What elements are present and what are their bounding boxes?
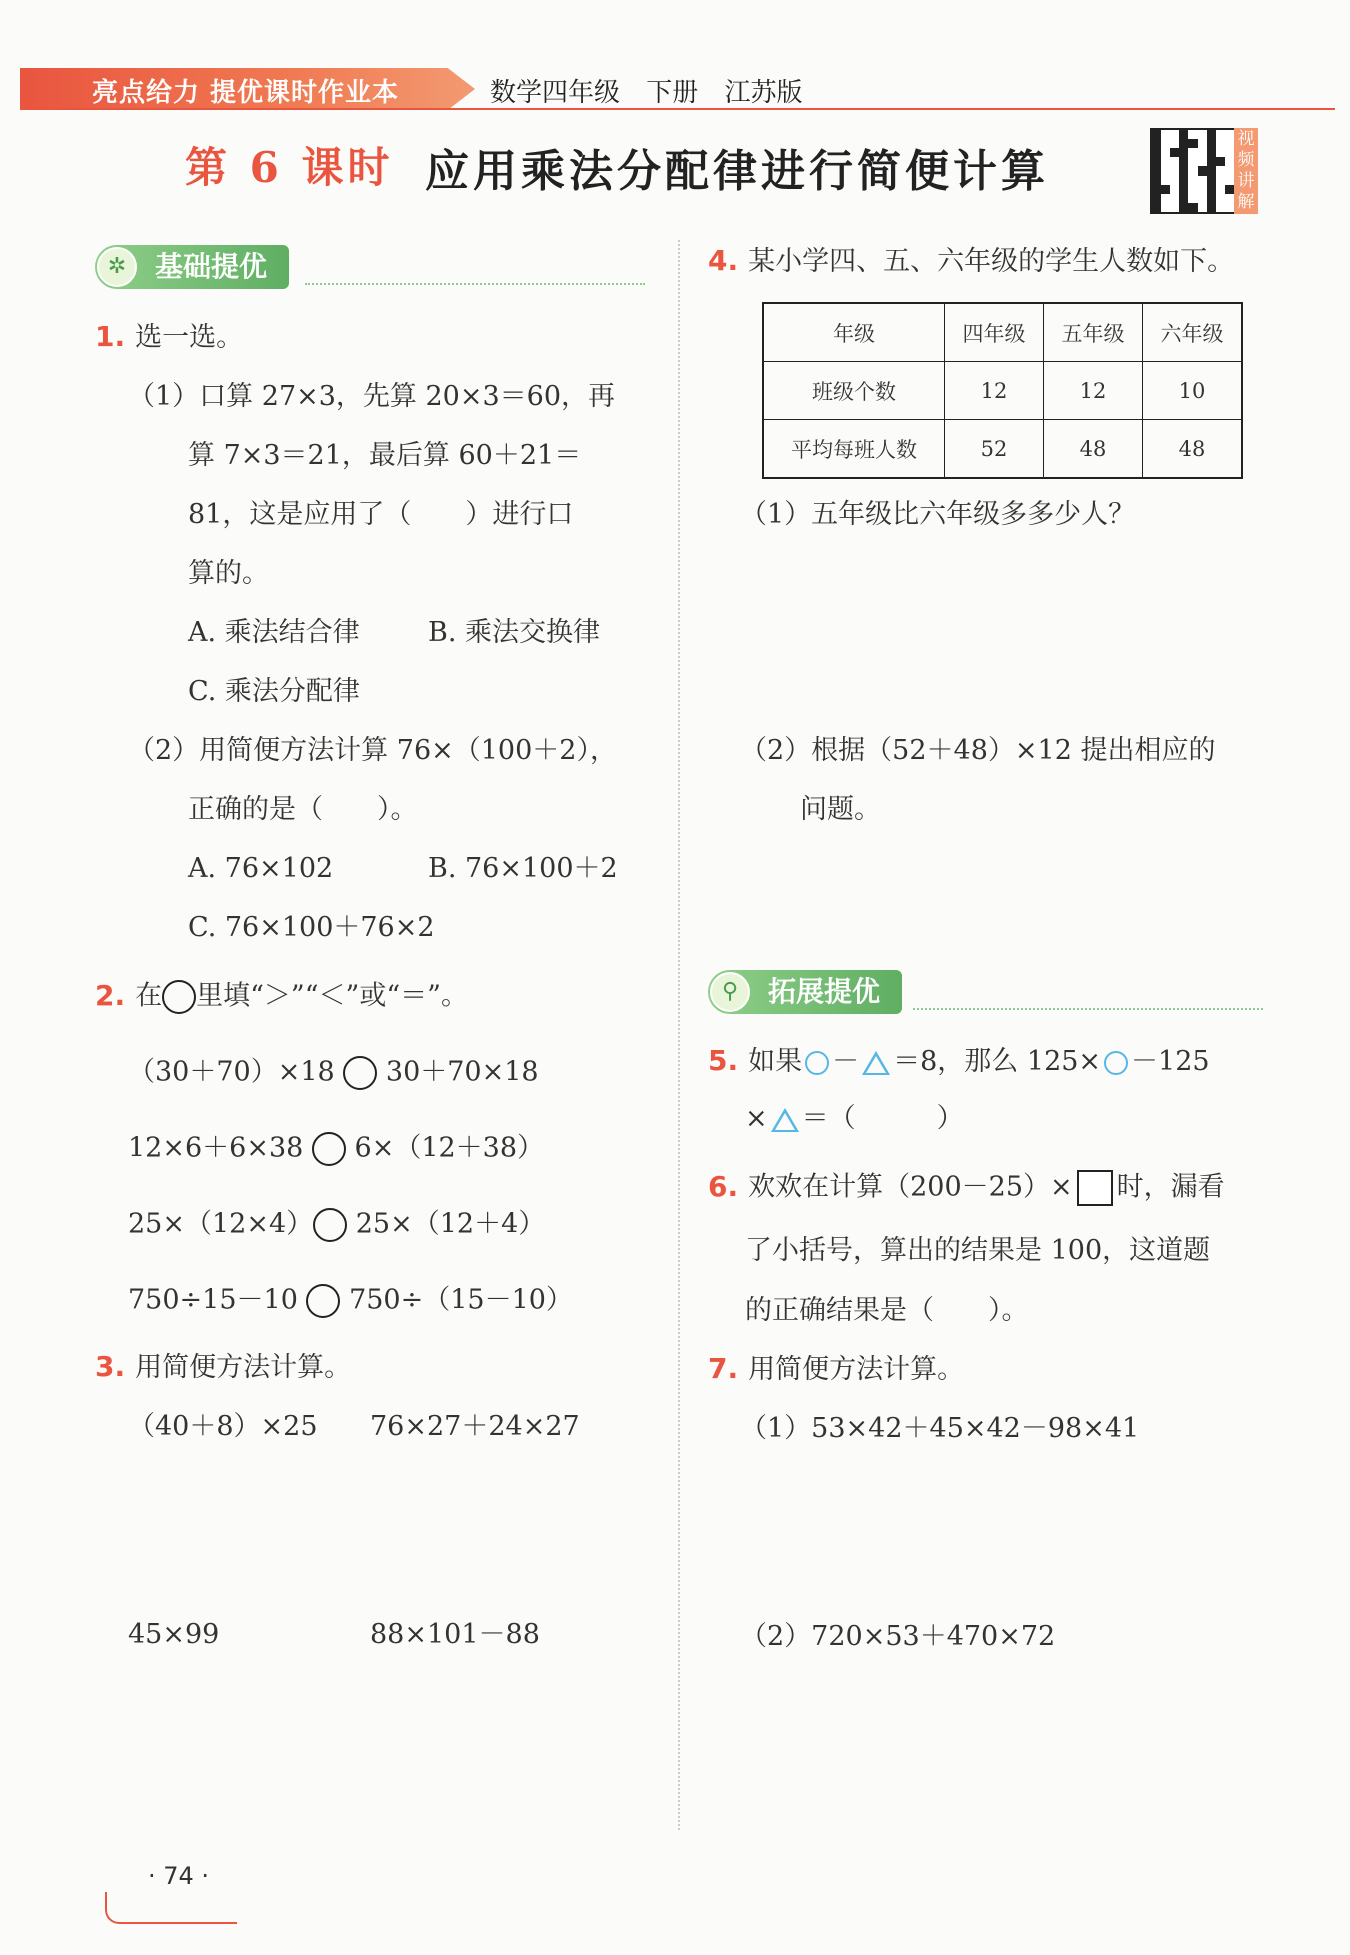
page-number: · 74 · (148, 1862, 210, 1890)
book-info: 数学四年级 下册 江苏版 (490, 78, 803, 108)
q2-row4-right: 750÷（15－10） (349, 1284, 573, 1316)
q5-line1 (708, 1046, 1210, 1077)
table-row (763, 362, 1242, 420)
q3-expr4: 88×101－88 (370, 1619, 540, 1650)
lesson-number: 第 6 课时 (185, 143, 394, 192)
q4-part1: （1）五年级比六年级多多少人？ (740, 499, 1136, 530)
q1-p1-option-b[interactable]: B. 乘法交换律 (428, 617, 601, 648)
section-extended-dots (913, 1008, 1263, 1010)
q2-post: 里填“＞”“＜”或“＝”。 (196, 980, 468, 1012)
q1-p2-option-a[interactable]: A. 76×102 (188, 853, 334, 884)
q5-text-c: ＝8，那么 125× (893, 1046, 1102, 1077)
q2-row1-left: （30＋70）×18 (128, 1056, 335, 1088)
q2-row3 (128, 1208, 545, 1242)
compare-circle-input[interactable] (312, 1132, 346, 1166)
q7-part1: （1）53×42＋45×42－98×41 (740, 1413, 1140, 1444)
student-count-table (762, 302, 1243, 479)
q1-p1-option-a[interactable]: A. 乘法结合律 (188, 617, 360, 648)
compare-circle-input[interactable] (306, 1284, 340, 1318)
q4-number: 4. (708, 244, 739, 277)
section-extended-label: 拓展提优 (768, 975, 881, 1008)
table-cell: 48 (1143, 420, 1243, 479)
q1-p2-line2: 正确的是（ ）。 (188, 794, 418, 825)
blue-triangle-icon (771, 1108, 799, 1132)
q5-answer-blank[interactable]: ＝（ ） (801, 1103, 964, 1134)
q1-heading (95, 322, 243, 353)
q2-pre: 在 (135, 980, 163, 1012)
q3-expr2: 76×27＋24×27 (370, 1411, 580, 1442)
compare-circle-input[interactable] (313, 1208, 347, 1242)
q3-heading (95, 1352, 351, 1383)
table-header-cell: 年级 (763, 303, 945, 362)
table-header-cell: 五年级 (1044, 303, 1143, 362)
q7-title: 用简便方法计算。 (748, 1354, 965, 1385)
blue-circle-icon (805, 1051, 829, 1075)
q6-line3: 的正确结果是（ ）。 (745, 1295, 1029, 1326)
video-explain-label: 视频讲解 (1234, 128, 1258, 214)
q2-heading (95, 980, 468, 1014)
q2-number: 2. (95, 978, 126, 1012)
q6-line2: 了小括号，算出的结果是 100，这道题 (745, 1235, 1211, 1266)
section-basic (95, 245, 645, 289)
table-header-cell: 四年级 (945, 303, 1044, 362)
table-row (763, 420, 1242, 479)
q4-heading (708, 246, 1234, 277)
sprout-icon: ✲ (97, 247, 137, 287)
q2-row4-left: 750÷15－10 (128, 1284, 298, 1316)
table-cell: 12 (1044, 362, 1143, 420)
q2-row4 (128, 1284, 573, 1318)
q6-text-a: 欢欢在计算（200－25）× (748, 1171, 1073, 1203)
q5-line2 (745, 1104, 964, 1134)
table-cell: 10 (1143, 362, 1243, 420)
q4-part2-line2: 问题。 (800, 794, 881, 825)
header-rule (20, 108, 1335, 110)
q1-number: 1. (95, 320, 126, 353)
q5-text-b: － (832, 1046, 860, 1077)
table-header-cell: 六年级 (1143, 303, 1243, 362)
q5-text-a: 如果 (748, 1046, 803, 1077)
q2-row3-right: 25×（12＋4） (355, 1208, 546, 1240)
circle-icon (162, 980, 196, 1014)
q2-row1-right: 30＋70×18 (385, 1056, 539, 1088)
section-extended (708, 970, 1264, 1014)
table-cell: 12 (945, 362, 1044, 420)
q7-part2: （2）720×53＋470×72 (740, 1621, 1056, 1652)
series-title: 亮点给力 提优课时作业本 (92, 78, 400, 108)
lesson-title: 应用乘法分配律进行简便计算 (425, 146, 1049, 197)
q6-line1 (708, 1170, 1225, 1206)
q1-p1-line1: （1）口算 27×3，先算 20×3＝60，再 (128, 381, 616, 412)
q2-row1 (128, 1056, 539, 1090)
q3-expr1: （40＋8）×25 (128, 1411, 318, 1442)
table-cell: 52 (945, 420, 1044, 479)
q7-number: 7. (708, 1352, 739, 1385)
q3-title: 用简便方法计算。 (135, 1352, 352, 1383)
q1-p1-line2: 算 7×3＝21，最后算 60＋21＝ (188, 440, 582, 471)
q4-title: 某小学四、五、六年级的学生人数如下。 (748, 246, 1235, 277)
q1-p1-option-c[interactable]: C. 乘法分配律 (188, 676, 360, 707)
q2-row3-left: 25×（12×4） (128, 1208, 314, 1240)
table-header-row (763, 303, 1242, 362)
qr-code-icon[interactable] (1150, 128, 1236, 214)
q2-row2-left: 12×6＋6×38 (128, 1132, 304, 1164)
q5-text-e: × (745, 1103, 768, 1134)
q6-text-b: 时，漏看 (1116, 1171, 1225, 1203)
q1-p2-option-b[interactable]: B. 76×100＋2 (428, 853, 618, 884)
q1-p1-line4: 算的。 (188, 558, 269, 589)
q1-title: 选一选。 (135, 322, 244, 353)
q7-heading (708, 1354, 964, 1385)
blue-circle-icon (1104, 1051, 1128, 1075)
q2-row2 (128, 1132, 544, 1166)
table-cell: 班级个数 (763, 362, 945, 420)
q3-number: 3. (95, 1350, 126, 1383)
q5-text-d: －125 (1131, 1046, 1210, 1077)
q1-p1-line3: 81，这是应用了（ ）进行口 (188, 499, 574, 530)
blue-triangle-icon (862, 1051, 890, 1075)
page-number-decoration (105, 1892, 237, 1924)
q4-part2-line1: （2）根据（52＋48）×12 提出相应的 (740, 735, 1216, 766)
table-cell: 平均每班人数 (763, 420, 945, 479)
magnifier-icon: ⚲ (710, 972, 750, 1012)
section-basic-label: 基础提优 (155, 250, 268, 283)
q5-number: 5. (708, 1044, 739, 1077)
table-cell: 48 (1044, 420, 1143, 479)
q3-expr3: 45×99 (128, 1619, 220, 1650)
compare-circle-input[interactable] (343, 1056, 377, 1090)
blank-box-input[interactable] (1077, 1170, 1113, 1206)
section-basic-dots (305, 283, 645, 285)
q1-p2-line1: （2）用简便方法计算 76×（100＋2）， (128, 735, 617, 766)
q1-p2-option-c[interactable]: C. 76×100＋76×2 (188, 912, 435, 943)
q2-row2-right: 6×（12＋38） (354, 1132, 545, 1164)
column-divider (678, 240, 680, 1830)
q6-number: 6. (708, 1169, 739, 1203)
